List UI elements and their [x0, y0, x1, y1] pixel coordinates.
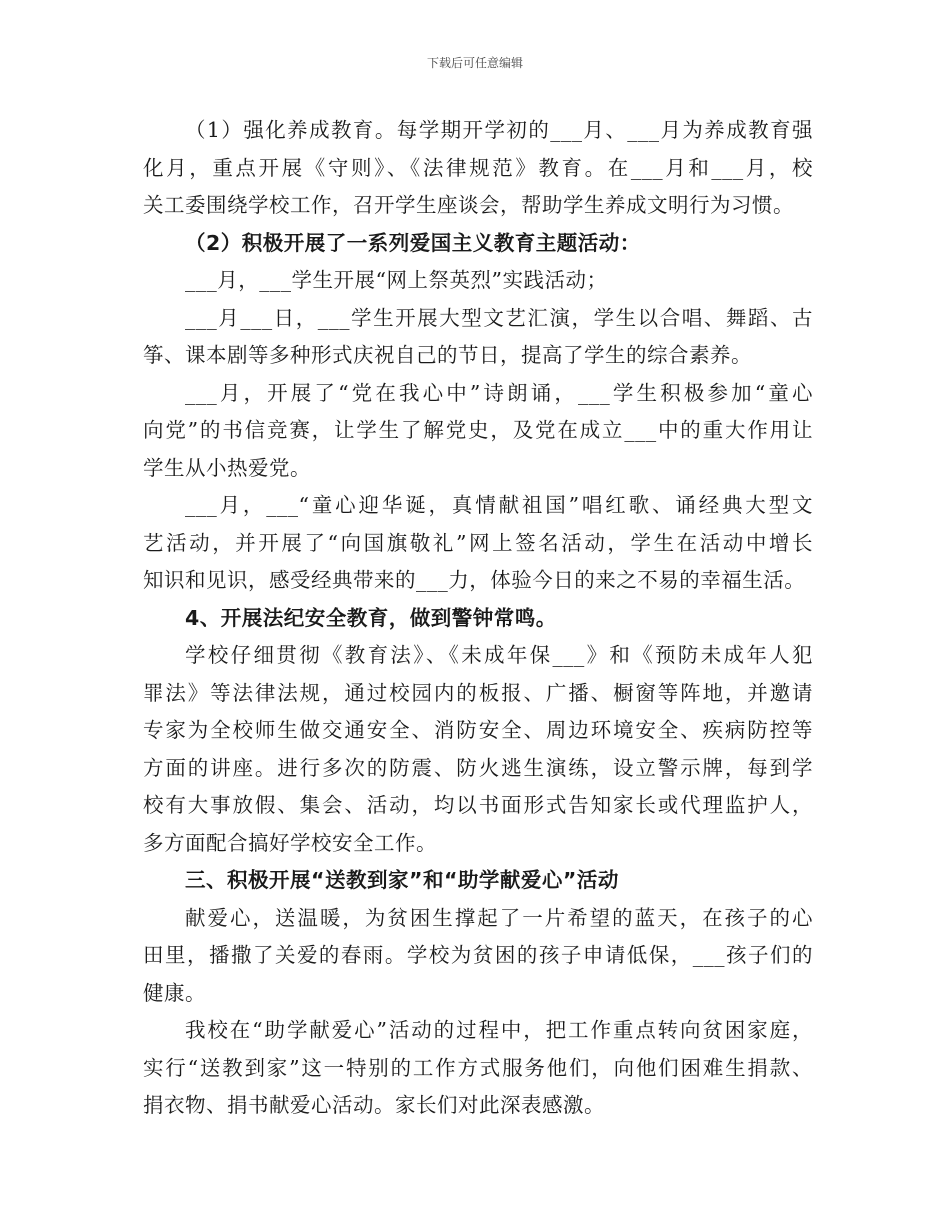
body-text-line: 专家为全校师生做交通安全、消防安全、周边环境安全、疾病防控等: [143, 718, 813, 742]
body-text-line: 关工委围绕学校工作，召开学生座谈会，帮助学生养成文明行为习惯。: [143, 193, 794, 217]
body-text-line: 田里，播撒了关爱的春雨。学校为贫困的孩子申请低保，___孩子们的: [143, 943, 813, 967]
section-heading-line: （2）积极开展了一系列爱国主义教育主题活动：: [185, 230, 641, 255]
body-text-line: （1）强化养成教育。每学期开学初的___月、___月为养成教育强: [185, 118, 813, 142]
body-text-line: ___月，___学生开展“网上祭英烈”实践活动；: [185, 268, 608, 292]
section-heading-line: 三、积极开展“送教到家”和“助学献爱心”活动: [185, 868, 619, 892]
body-text-line: 知识和见识，感受经典带来的___力，体验今日的来之不易的幸福生活。: [143, 568, 806, 592]
body-text-line: 实行“送教到家”这一特别的工作方式服务他们，向他们困难生捐款、: [143, 1055, 813, 1080]
body-text-line: 罪法》等法律法规，通过校园内的板报、广播、橱窗等阵地，并邀请: [143, 680, 813, 705]
body-text-line: 筝、课本剧等多种形式庆祝自己的节日，提高了学生的综合素养。: [143, 343, 752, 367]
body-text-line: 学生从小热爱党。: [143, 455, 311, 480]
page-header: 下载后可任意编辑: [426, 56, 523, 70]
body-text-line: 献爱心，送温暖，为贫困生撑起了一片希望的蓝天，在孩子的心: [185, 905, 813, 930]
body-text-line: 校有大事放假、集会、活动，均以书面形式告知家长或代理监护人，: [143, 793, 813, 817]
body-text-line: 方面的讲座。进行多次的防震、防火逃生演练，设立警示牌，每到学: [143, 755, 813, 780]
body-text-line: 我校在“助学献爱心”活动的过程中，把工作重点转向贫困家庭，: [185, 1018, 813, 1042]
body-text-line: 捐衣物、捐书献爱心活动。家长们对此深表感激。: [143, 1093, 605, 1117]
body-text-line: 多方面配合搞好学校安全工作。: [143, 830, 437, 855]
document-body: [143, 112, 813, 1125]
body-text-line: 化月，重点开展《守则》、《法律规范》教育。在___月和___月，校: [143, 155, 813, 180]
body-text-line: 学校仔细贯彻《教育法》、《未成年保___》和《预防未成年人犯: [185, 643, 813, 667]
body-text-line: 健康。: [143, 980, 206, 1005]
body-text-line: ___月___日，___学生开展大型文艺汇演，学生以合唱、舞蹈、古: [185, 305, 813, 330]
section-heading-line: 4、开展法纪安全教育，做到警钟常鸣。: [185, 605, 557, 630]
body-text-line: 艺活动，并开展了“向国旗敬礼”网上签名活动，学生在活动中增长: [143, 530, 813, 555]
body-text-line: ___月，___“童心迎华诞，真情献祖国”唱红歌、诵经典大型文: [185, 493, 813, 517]
body-text-line: ___月，开展了“党在我心中”诗朗诵，___学生积极参加“童心: [185, 380, 813, 405]
body-text-line: 向党”的书信竞赛，让学生了解党史，及党在成立___中的重大作用让: [143, 418, 813, 442]
